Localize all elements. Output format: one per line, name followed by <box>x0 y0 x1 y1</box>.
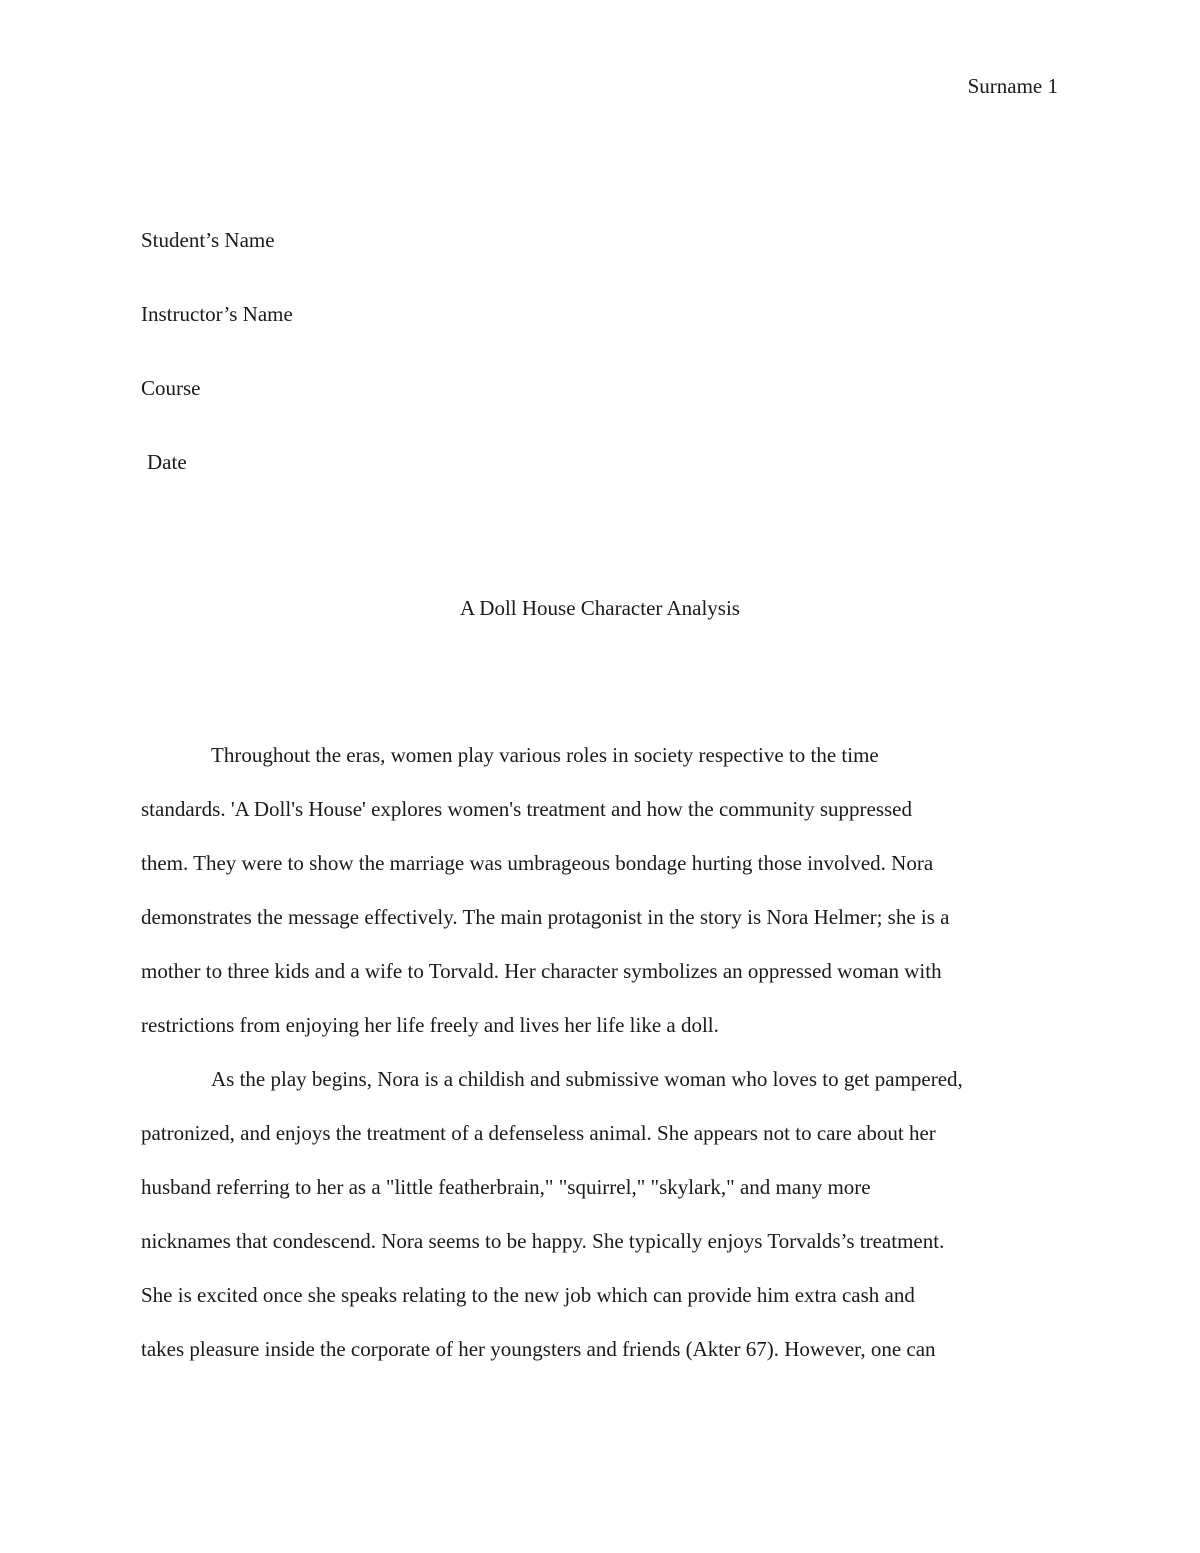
essay-title: A Doll House Character Analysis <box>460 596 740 620</box>
mla-heading <box>141 226 293 522</box>
text-line: She is excited once she speaks relating to the new job which can provide him extra cash and <box>141 1283 915 1307</box>
text-line: husband referring to her as a "little featherbrain," "squirrel," "skylark," and many more <box>141 1175 871 1199</box>
text-line: standards. 'A Doll's House' explores women's treatment and how the community suppressed <box>141 797 913 821</box>
paragraph <box>141 741 1061 1065</box>
paragraph <box>141 1065 1061 1389</box>
running-head: Surname 1 <box>967 74 1058 98</box>
date: Date <box>147 450 187 474</box>
text-line: demonstrates the message effectively. The main protagonist in the story is Nora Helmer; she is a <box>141 905 950 929</box>
text-line: mother to three kids and a wife to Torvald. Her character symbolizes an oppressed woman with <box>141 959 942 983</box>
student-name: Student’s Name <box>141 228 275 252</box>
text-line: takes pleasure inside the corporate of her youngsters and friends (Akter 67). However, one can <box>141 1337 936 1361</box>
instructor-name: Instructor’s Name <box>141 302 293 326</box>
text-line: As the play begins, Nora is a childish and submissive woman who loves to get pampered, <box>211 1067 963 1091</box>
text-line: nicknames that condescend. Nora seems to be happy. She typically enjoys Torvalds’s treatment. <box>141 1229 945 1253</box>
text-line: patronized, and enjoys the treatment of a defenseless animal. She appears not to care about her <box>141 1121 936 1145</box>
text-line: them. They were to show the marriage was umbrageous bondage hurting those involved. Nora <box>141 851 934 875</box>
text-line: restrictions from enjoying her life freely and lives her life like a doll. <box>141 1013 719 1037</box>
essay-body <box>141 741 1061 1389</box>
course-name: Course <box>141 376 201 400</box>
text-line: Throughout the eras, women play various roles in society respective to the time <box>211 743 879 767</box>
